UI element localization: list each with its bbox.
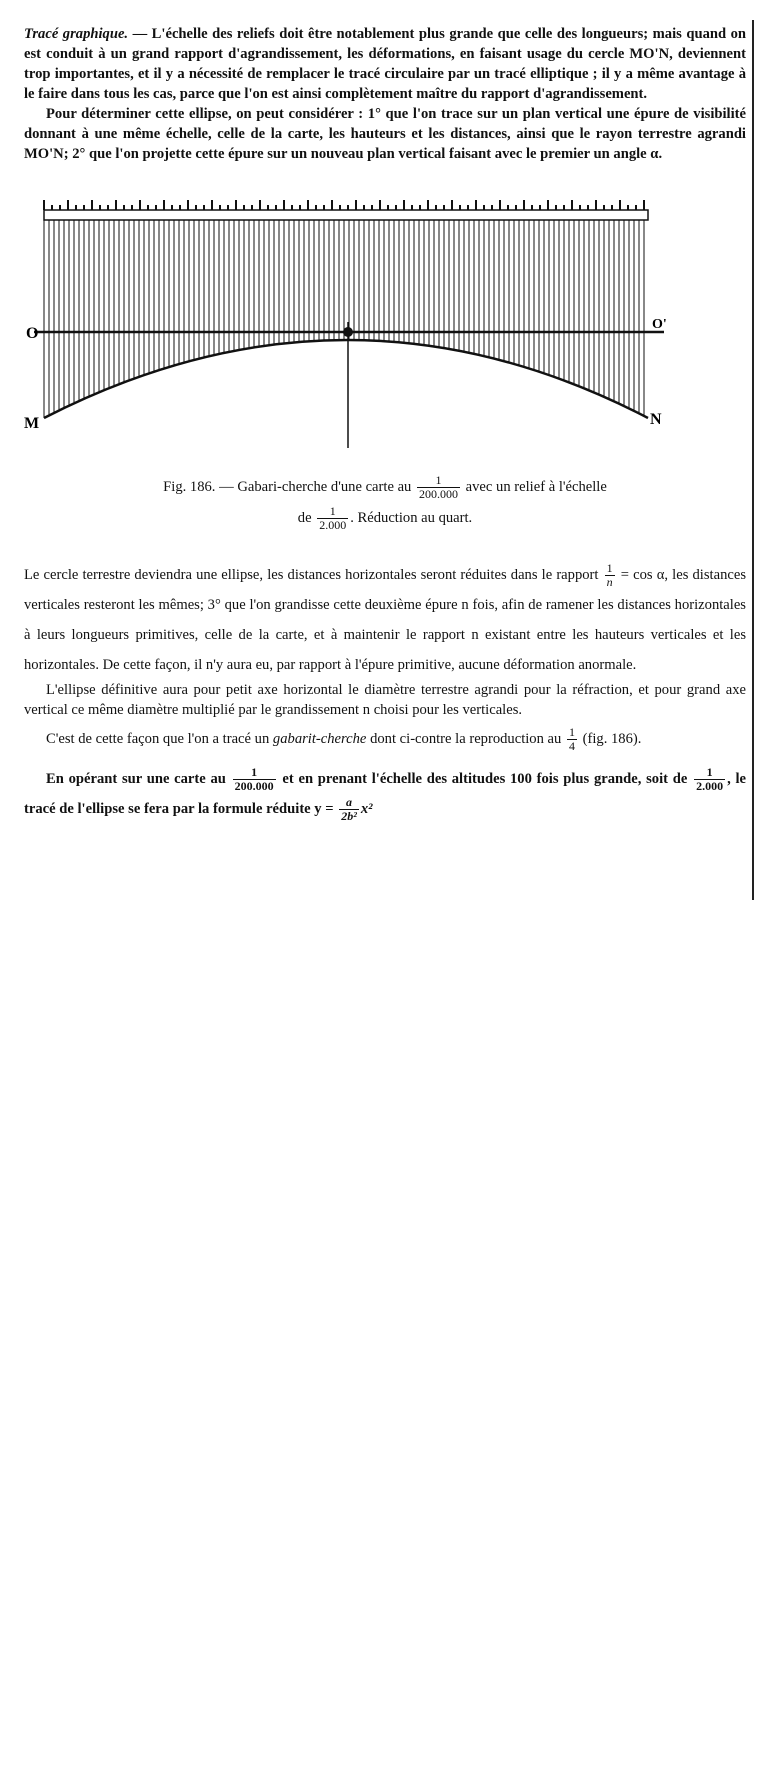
label-O-left: O [26,325,39,342]
vertical-hatching [44,220,644,418]
caption-fraction-1 [417,474,460,501]
text-run: = cos α, les distances verticales resteront les mêmes; 3° que l'on grandisse cette deuxième épure n fois, afin de ramener les distances horizontales à leurs longueurs primitives, celle de la carte, et à maintenir le rapport n existant entre les hauteurs verticales et les horizontales. De cette façon, il n'y aura eu, par rapport à l'épure primitive, aucune déformation anormale. [24,567,747,673]
margin-rule [752,20,754,900]
text-run: dont ci-contre la reproduction au [370,731,562,747]
label-M: M [24,415,40,432]
label-N: N [650,411,662,428]
figure-caption [24,474,746,532]
ellipse-arc-MN [44,340,648,418]
caption-fraction-2 [317,505,348,532]
text-run: Le cercle terrestre deviendra une ellipse, les distances horizontales seront réduites dans le rapport [24,567,599,583]
frac-den: 2b² [341,809,357,824]
text-run: , le tracé de l'ellipse se fera par la formule réduite y = [24,771,746,817]
caption-de: de [297,509,312,526]
text-run: En opérant sur une carte au [46,771,226,787]
paragraph-ellipse-definitive: L'ellipse définitive aura pour petit axe horizontal le diamètre terrestre agrandi pour la réfraction, et pour grand axe vertical ce même diamètre multiplié par le grandissement n choisi pour les verticales. [24,682,746,718]
frac-den: 4 [568,739,575,754]
section-lead: Tracé graphique. [24,26,129,42]
text-run: x² [360,801,373,817]
caption-middle: avec un relief à l'échelle [465,478,607,495]
frac-den: 200.000 [234,779,274,794]
figure-186 [24,172,746,472]
frac-den: n [606,575,613,590]
fraction-1-2000 [694,766,725,793]
top-scale-band [44,210,648,220]
page [24,0,746,824]
text-run: C'est de cette façon que l'on a tracé un [46,731,270,747]
paragraph-trace-graphique [24,0,746,104]
text-run: et en prenant l'échelle des altitudes 100 fois plus grande, soit de [282,771,688,787]
label-O-right: O' [652,317,667,332]
frac-num: 1 [233,766,276,780]
fraction-1-200000 [233,766,276,793]
paragraph-ellipse: Pour déterminer cette ellipse, on peut considérer : 1° que l'on trace sur un plan vertical une épure de visibilité donnant à une même échelle, celle de la carte, les hauteurs et les distances, ainsi que le rayon terrestre agrandi MO'N; 2° que l'on projette cette épure sur un nouveau plan vertical faisant avec le premier un angle α. [24,106,746,162]
caption-suffix: . Réduction au quart. [350,509,473,526]
paragraph-text: — L'échelle des reliefs doit être notablement plus grande que celle des longueurs; mais quand on est conduit à un grand rapport d'agrandissement, les déformations, en faisant usage du cercle MO'N, deviennent trop importantes, et il y a nécessité de remplacer le tracé circulaire par un tracé elliptique ; il y a même avantage à le faire dans tous les cas, parce que l'on est ainsi complètement maître du rapport d'agrandissement. [24,26,747,102]
frac-num: 1 [317,505,348,519]
frac-num: 1 [568,725,575,740]
frac-num: a [339,796,359,810]
center-point [343,327,353,337]
paragraph-cercle [24,560,746,680]
frac-den: 2.000 [319,518,347,532]
fraction-1-n [605,562,615,589]
paragraph-formule [24,764,746,824]
caption-prefix: Fig. 186. — Gabari-cherche d'une carte au [163,478,412,495]
fraction-1-4 [567,726,577,753]
frac-num: 1 [694,766,725,780]
gabarit-diagram [24,172,746,472]
frac-den: 2.000 [696,779,724,794]
frac-num: 1 [606,561,613,576]
frac-den: 200.000 [419,487,458,501]
paragraph-gabarit [24,724,746,754]
frac-num: 1 [417,474,460,488]
text-run: (fig. 186). [582,731,642,747]
fraction-a-2b2 [339,796,359,823]
term-gabarit-cherche: gabarit-cherche [272,731,367,747]
top-tick-marks [44,200,644,210]
